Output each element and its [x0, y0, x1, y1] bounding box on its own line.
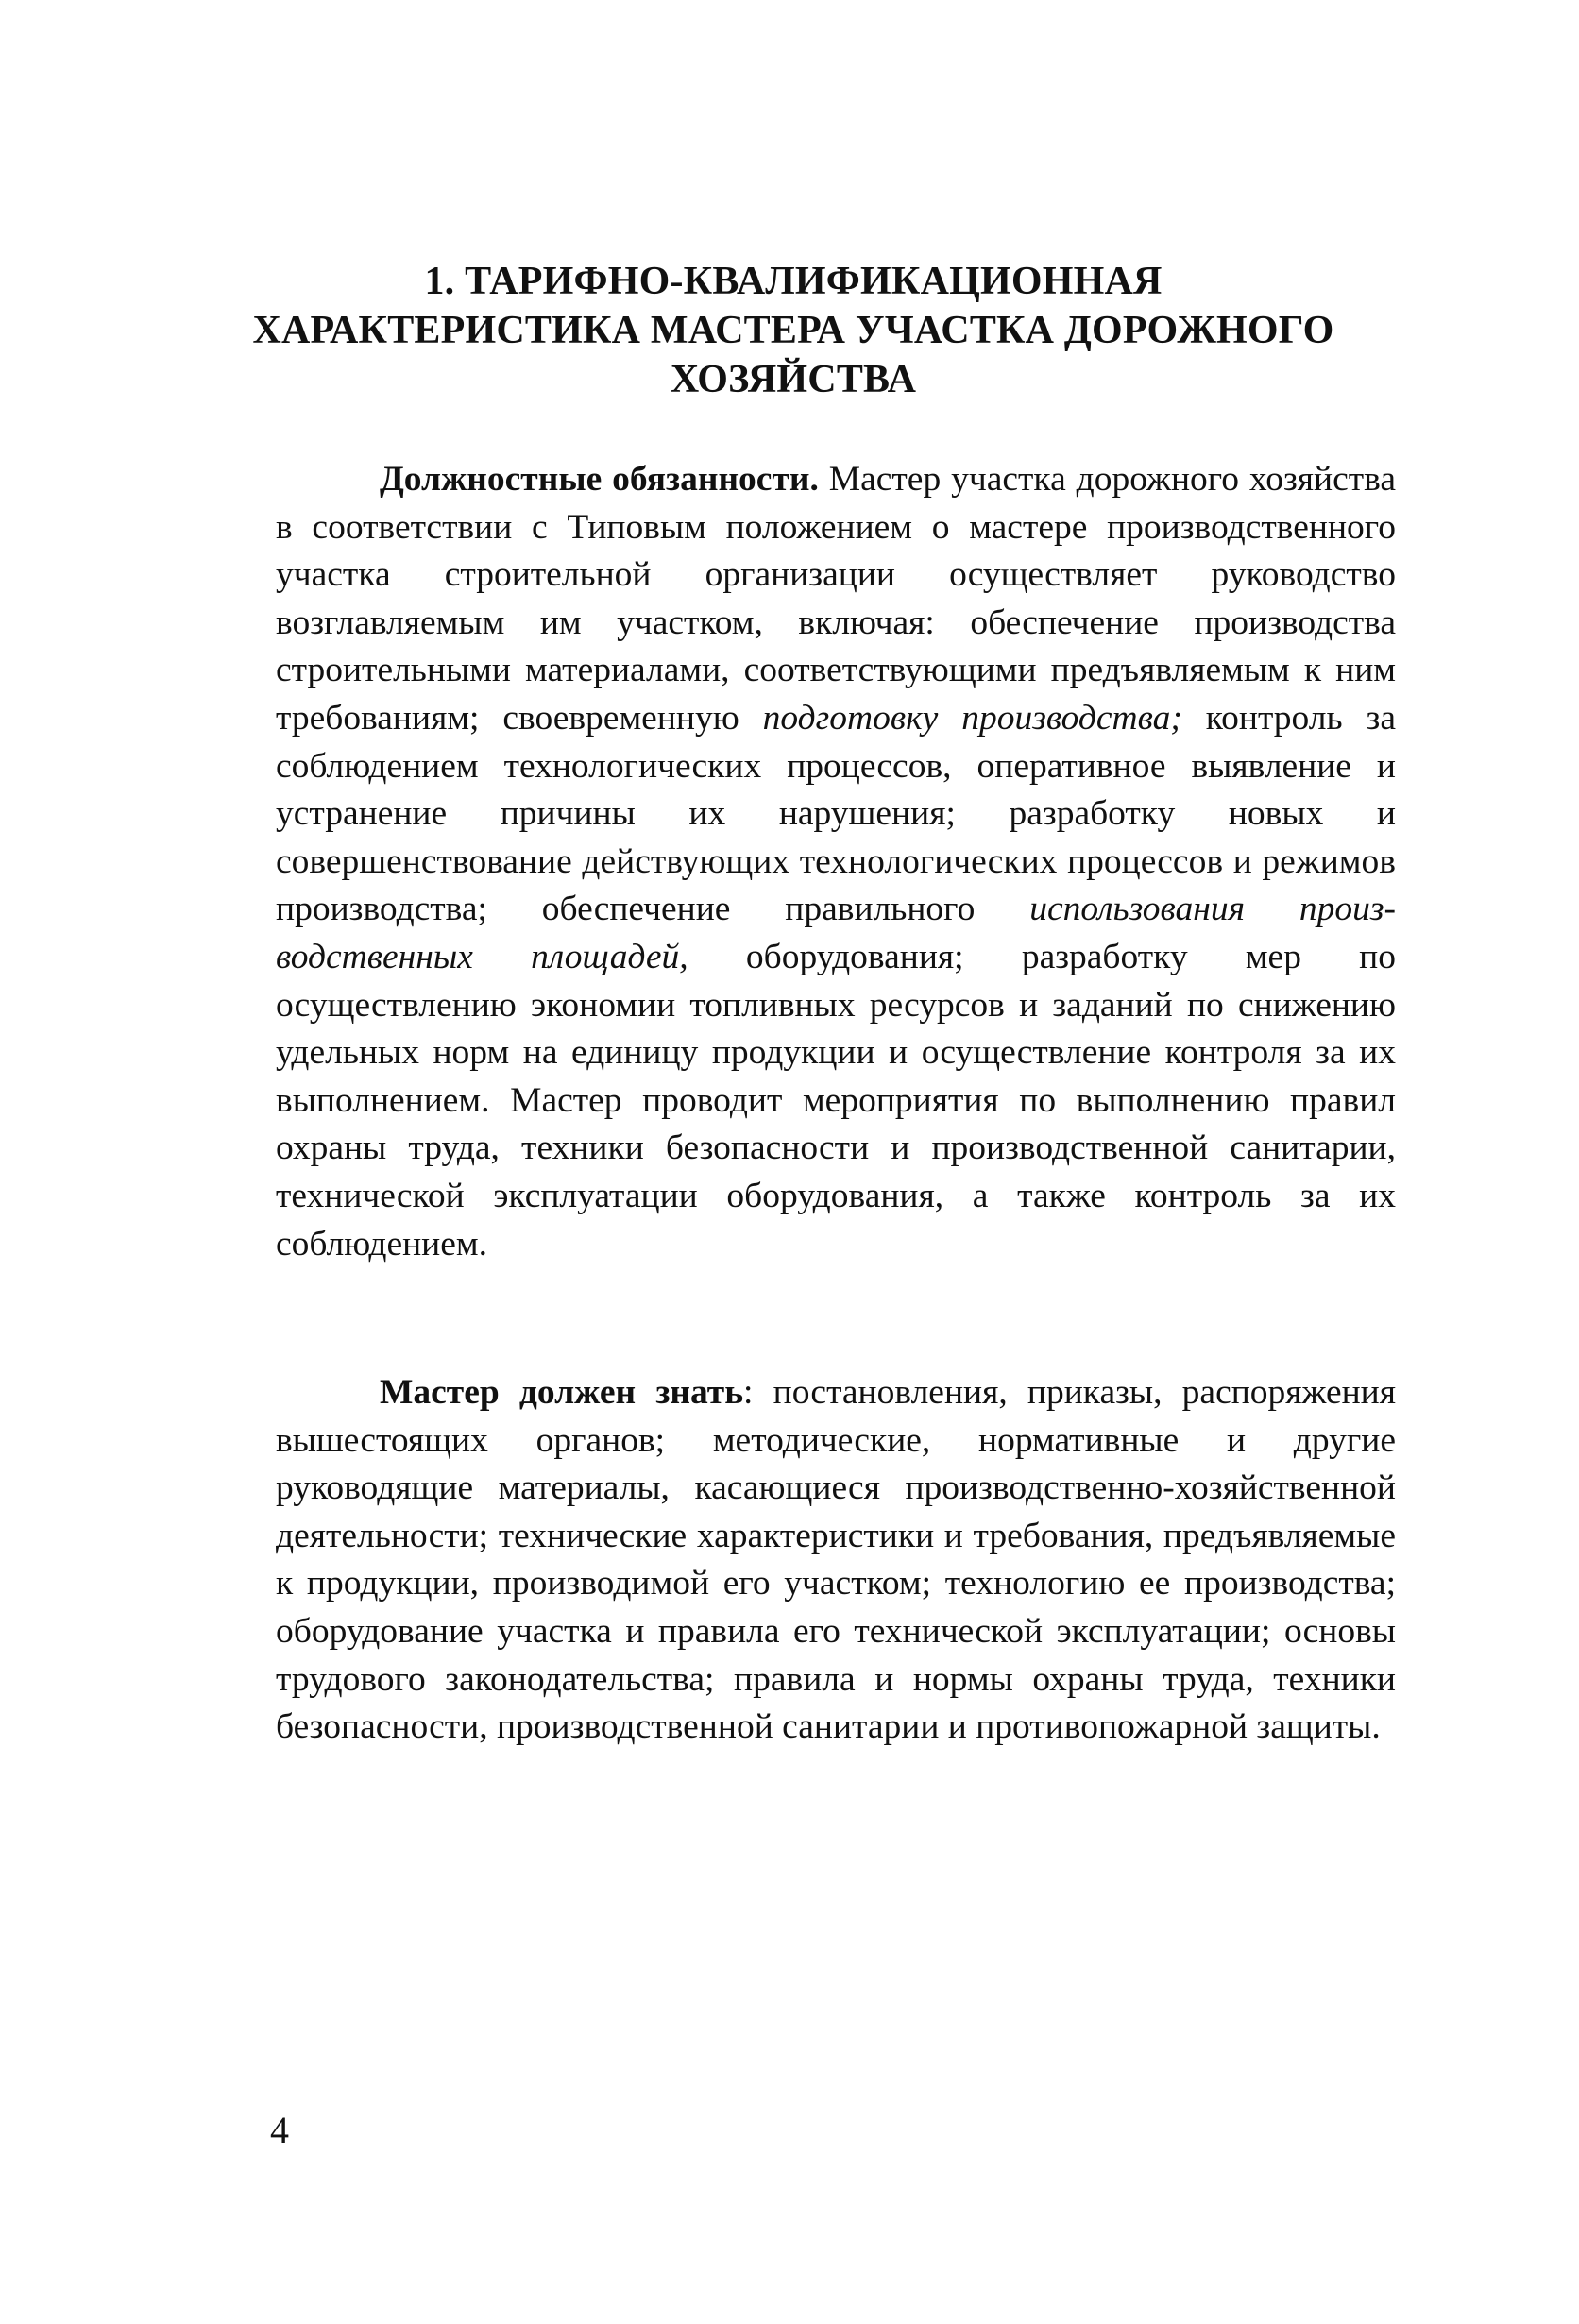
duties-text-2: контроль за соблюдением технологических процессов, оперативное выявление и устранение причины их нарушения; разработку новых и совершенствование действующих технологических процессов и режимов производства; обеспечение правильного	[276, 698, 1396, 929]
duties-paragraph	[276, 456, 1396, 1268]
heading-line-2: ХАРАКТЕРИСТИКА МАСТЕРА УЧАСТКА ДОРОЖНОГО	[252, 309, 1334, 352]
section-heading	[236, 257, 1350, 404]
heading-line-1: 1. ТАРИФНО-КВАЛИФИКАЦИОННАЯ	[424, 260, 1163, 303]
duties-lead: Должностные обязанности.	[380, 460, 819, 499]
duties-text-3: оборудования; разработку мер по осуществлению экономии топливных ресурсов и заданий по снижению удельных норм на единицу продукции и осуществление контроля за их выполнением. Мастер проводит мероприятия по выполнению правил охраны труда, техники безопасности и производственной санитарии, технической эксплуатации оборудования, а также контроль за их соблюдением.	[276, 937, 1396, 1264]
page-number: 4	[270, 2109, 289, 2151]
duties-text-1: Мастер участка дорожного хозяйства в соответствии с Типовым положением о мастере производственного участка строительной организации осуществляет руководство возглавляемым им участком, включая: обеспечение производства строительными материалами, соответствующими предъявляемым к ним требованиям; своевременную	[276, 460, 1396, 738]
duties-emphasis-2: использования производственных площадей,	[276, 890, 1397, 976]
heading-line-3: ХОЗЯЙСТВА	[670, 358, 917, 401]
duties-emphasis-1: подготовку производства;	[762, 698, 1182, 738]
knowledge-paragraph	[276, 1369, 1396, 1752]
knowledge-text: : постановления, приказы, распоряжения вышестоящих органов; методические, нормативные и другие руководящие материалы, касающиеся производственно-хозяйственной деятельности; технические характеристики и требования, предъявляемые к продукции, производимой его участком; технологию ее производства; оборудование участка и правила его технической эксплуатации; основы трудового законодательства; правила и нормы охраны труда, техники безопасности, производственной санитарии и противопожарной защиты.	[276, 1373, 1396, 1747]
knowledge-lead: Мастер должен знать	[380, 1373, 744, 1412]
